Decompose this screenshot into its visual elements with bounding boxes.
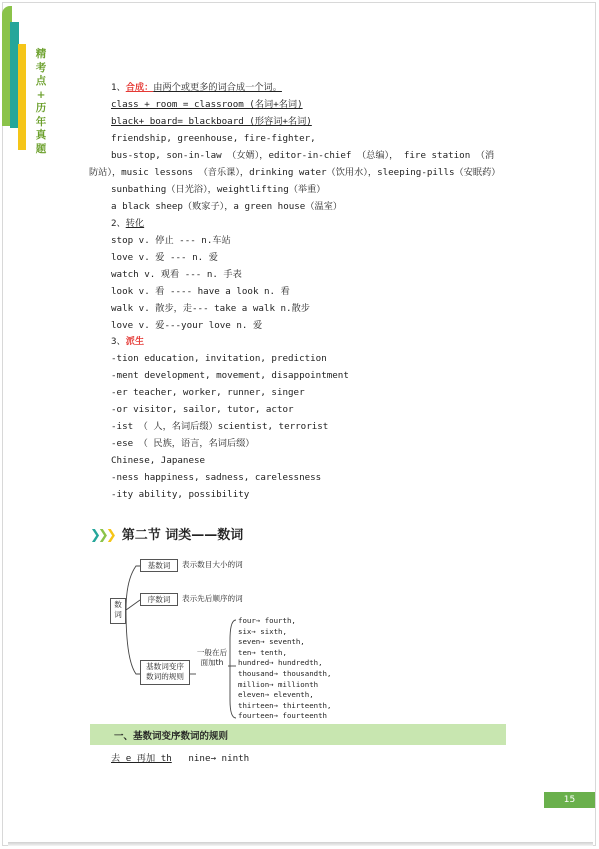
side-char: 精	[35, 48, 47, 60]
example-line: love v. 爱---your love n. 爱	[111, 320, 263, 331]
term-compound: 合成：	[125, 82, 154, 93]
diagram-cardinal-box	[140, 559, 178, 572]
example-line: Chinese, Japanese	[111, 455, 206, 466]
example-pair: eleven→ eleventh,	[238, 690, 314, 700]
example-line: watch v. 观看 --- n. 手表	[111, 269, 242, 280]
example-line: sunbathing（日光浴），weightlifting（举重）	[111, 184, 326, 195]
example-line: walk v. 散步，走--- take a walk n.散步	[111, 303, 310, 314]
diagram-rule: 基数词变序数词的规则	[146, 662, 184, 681]
subsection-banner	[90, 724, 506, 745]
diagram-ordinal-desc: 表示先后顺序的词	[182, 594, 243, 603]
term-derivation: 派生	[125, 336, 145, 347]
side-char: 点	[35, 75, 47, 87]
example-line: friendship, greenhouse, fire-fighter,	[111, 133, 316, 144]
example-line: -ist （ 人，名词后缀）scientist, terrorist	[111, 421, 329, 432]
rule-example-line	[111, 750, 249, 764]
diagram-cardinal-desc: 表示数目大小的词	[182, 560, 243, 569]
diagram-ordinal: 序数词	[147, 595, 171, 604]
example-pair: four→ fourth,	[238, 616, 296, 625]
section-title: 第二节 词类——数词	[121, 528, 244, 543]
side-char: 历	[35, 102, 47, 114]
example-line: 防站），music lessons （音乐课），drinking water（饮用水），sleeping-pills（安眠药）	[89, 167, 501, 178]
side-char: 真	[35, 129, 47, 141]
example-line: love v. 爱 --- n. 爱	[111, 252, 218, 263]
diagram-cardinal: 基数词	[147, 561, 171, 570]
rule-text: 去 e 再加 th	[111, 753, 172, 764]
item-number: 3、	[111, 336, 126, 347]
example-line: a black sheep（败家子），a green house（温室）	[111, 201, 343, 212]
example-line: -ment development, movement, disappointment	[111, 370, 349, 381]
example-pair: fourteen→ fourteenth	[238, 711, 327, 721]
definition-compound: 由两个或更多的词合成一个词。	[153, 82, 282, 93]
example-pair: ten→ tenth,	[238, 647, 287, 657]
example-pair: million→ millionth	[238, 679, 319, 689]
side-char: 年	[35, 115, 47, 128]
side-char: 考	[35, 61, 47, 74]
example-line: black+ board= blackboard (形容词+名词)	[111, 116, 312, 127]
item-number: 1、	[111, 82, 126, 93]
diagram-ordinal-box	[140, 593, 178, 606]
side-char: 题	[35, 142, 47, 155]
subsection-title: 一、基数词变序数词的规则	[114, 731, 229, 742]
chevron-icon: ❯❯❯	[90, 528, 114, 543]
example-line: -or visitor, sailor, tutor, actor	[111, 404, 294, 415]
diagram-root-box	[110, 598, 126, 624]
example-pair: six→ sixth,	[238, 626, 287, 636]
diagram-root: 数词	[114, 600, 122, 619]
rule-example: nine→ ninth	[171, 753, 250, 764]
example-line: -er teacher, worker, runner, singer	[111, 387, 305, 398]
example-line: -ity ability, possibility	[111, 489, 250, 500]
example-pair: thirteen→ thirteenth,	[238, 700, 332, 710]
page-number: 15	[544, 792, 595, 808]
diagram-examples	[238, 616, 331, 722]
example-line: bus-stop, son-in-law （女婿），editor-in-chief （总编）， fire station （消	[111, 150, 495, 161]
item-number: 2、	[111, 218, 126, 229]
example-line: look v. 看 ---- have a look n. 看	[111, 286, 290, 297]
example-pair: thousand→ thousandth,	[238, 668, 332, 678]
example-line: -tion education, invitation, prediction	[111, 353, 327, 364]
diagram-rule-box	[140, 660, 190, 685]
diagram-general-rule: 一般在后面加th	[196, 648, 228, 667]
example-pair: hundred→ hundredth,	[238, 658, 323, 668]
term-conversion: 转化	[125, 218, 145, 229]
example-line: -ness happiness, sadness, carelessness	[111, 472, 322, 483]
example-pair: seven→ seventh,	[238, 637, 305, 647]
example-line: class + room = classroom (名词+名词)	[111, 99, 303, 110]
side-char: +	[36, 88, 46, 101]
example-line: -ese （ 民族，语言，名词后缀）	[111, 438, 255, 449]
example-line: stop v. 停止 --- n.车站	[111, 235, 231, 246]
